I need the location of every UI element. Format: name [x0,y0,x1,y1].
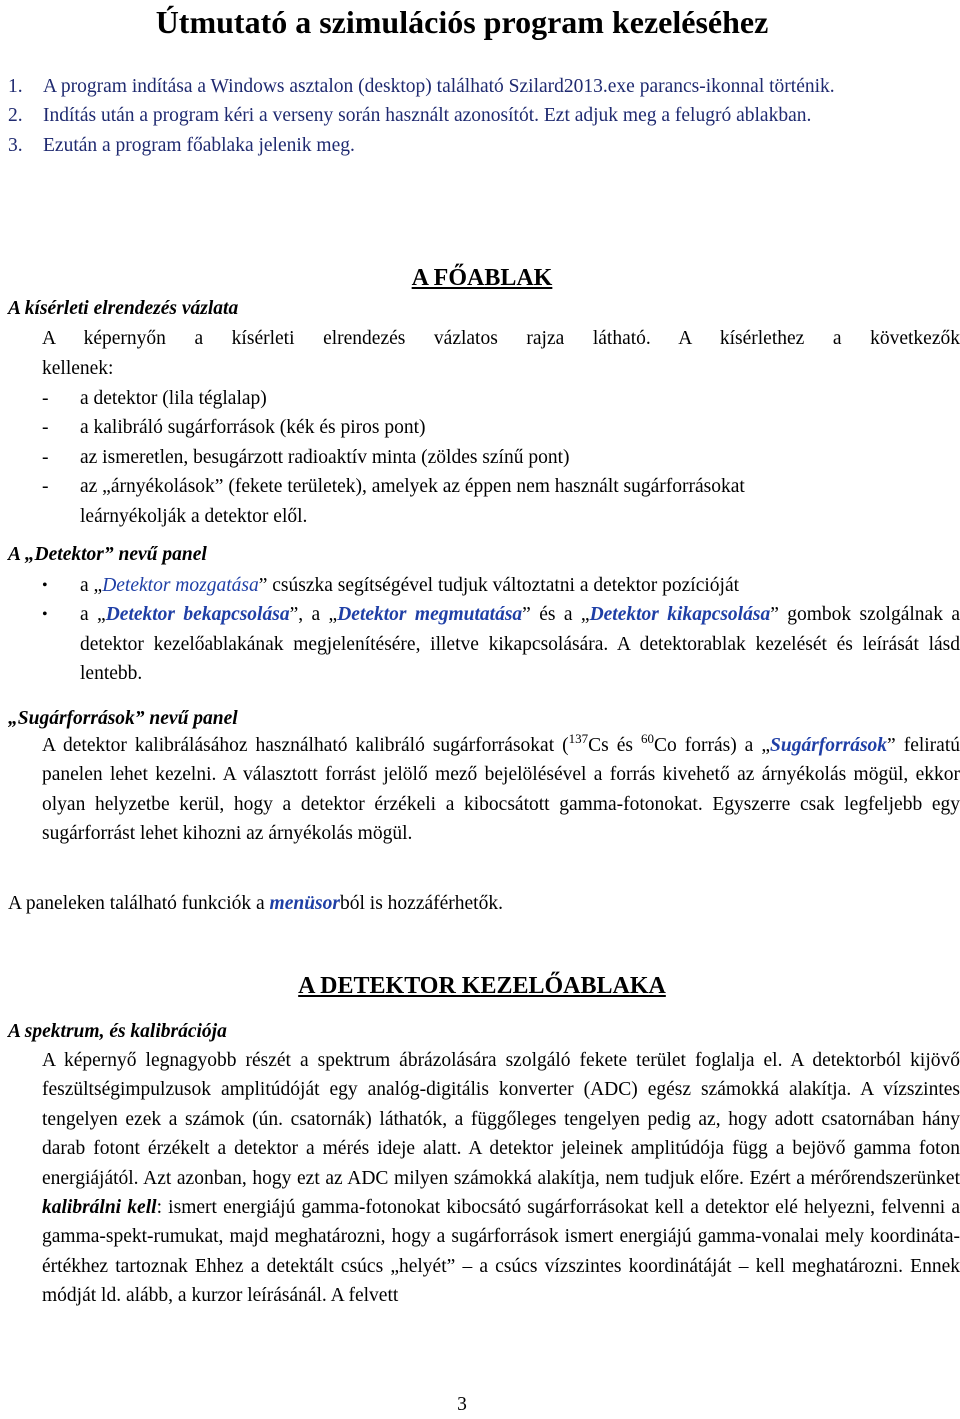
list-item [42,443,922,472]
subheading-elrendezes: A kísérleti elrendezés vázlata [8,298,239,319]
step-text: Indítás után a program kéri a verseny során használt azonosítót. Ezt adjuk meg a felugró ablakban. [43,105,812,127]
text: Cs és [588,735,641,756]
superscript: 137 [568,731,589,746]
subheading-spektrum: A spektrum, és kalibrációja [8,1021,227,1042]
list-item [42,413,922,442]
dash-marker: - [42,388,49,409]
text: Co forrás) a „ [653,735,770,756]
list-item [42,571,960,600]
list-item-text: az ismeretlen, besugárzott radioaktív minta (zöldes színű pont) [80,446,570,468]
bullet-marker: • [42,606,48,624]
document-title: Útmutató a szimulációs program kezeléséhez [155,4,769,40]
detektor-mozgatasa-link: Detektor mozgatása [102,575,259,596]
list-item [42,472,850,531]
text: ” és a „ [522,604,590,626]
menu-paragraph [8,889,948,918]
list-item [8,72,948,101]
step-number: 2. [8,105,23,127]
dash-marker: - [42,417,49,439]
text: ” csúszka segítségével tudjuk változtatni a detektor pozícióját [258,575,740,596]
text: A képernyő legnagyobb részét a spektrum ábrázolására szolgáló fekete terület foglalja el. A detektorból kijövő feszültségimpulzusok amplitúdóját egy analóg-digitális konverter (ADC) egész számokká alakítja. A vízszintes tengelyen ezek a számok (ún. csatornák) láthatók, a függőleges tengelyen pedig az, hogy adott csatornában hány darab fotont érzékelt a detektor a mérés ideje alatt. A detektor jeleinek amplitúdója függ a bejövő gamma foton energiájától. Azt azonban, hogy ezt az ADC milyen számokká alakítja, nem tudjuk előre. Ezért a mérőrendszerünket [42,1050,960,1189]
detektor-kikapcsolasa-link: Detektor kikapcsolása [589,604,771,626]
superscript: 60 [640,731,654,746]
spektrum-paragraph [42,1046,960,1311]
list-item [8,101,948,130]
dash-marker: - [42,446,49,468]
step-text: A program indítása a Windows asztalon (desktop) található Szilard2013.exe parancs-ikonnal történik. [43,76,835,97]
text: ” gombok szolgálnak a detektor kezelőablakának megjelenítésére, illetve kikapcsolására. A detektorablak kezelését és leírását lásd lentebb. [80,604,960,685]
step-number: 3. [8,134,23,156]
sugarforrasok-paragraph [42,731,960,849]
page-number: 3 [457,1394,467,1415]
detektor-megmutatasa-link: Detektor megmutatása [337,604,523,626]
foablak-intro-line [42,324,960,353]
foablak-intro-text-2: kellenek: [42,358,114,379]
dash-marker: - [42,476,49,498]
steps-list [8,72,948,160]
text: a „ [80,575,103,596]
subheading-detektor-panel: A „Detektor” nevű panel [8,544,207,565]
text: : ismert energiájú gamma-fotonokat kibocsátó sugárforrásokat kell a detektor elé helyezni, felvenni a gamma-spekt-rumukat, majd meghatározni, hogy a sugárforrások ismert energiájú gamma-vonalai mely koordináta-értékhez tartoznak Ehhez a detektált csúcs „helyét” – a csúcs vízszintes koordinátáját – kell meghatározni. Ennek módját ld. alább, a kurzor leírásánál. A felvett [42,1197,960,1307]
sugarforrasok-link: Sugárforrások [770,735,888,756]
text: A paneleken található funkciók a [8,893,270,914]
foablak-intro-text: A képernyőn a kísérleti elrendezés vázlatos rajza látható. A kísérlethez a következők [42,328,960,349]
section-heading-detektor-ablak: A DETEKTOR KEZELŐABLAKA [298,973,666,999]
list-item-text: a kalibráló sugárforrások (kék és piros pont) [80,417,426,439]
text: ” feliratú panelen lehet kezelni. A választott forrást jelölő mező bejelölésével a forrás kivehető az árnyékolás mögül, ekkor olyan helyzetbe kerül, hogy a detektor érzékeli a kibocsátott gamma-fotonokat. Egyszerre csak legfeljebb egy sugárforrást lehet kihozni az árnyékolás mögül. [42,735,960,845]
text: ból is hozzáférhetők. [339,893,503,914]
step-text: Ezután a program főablaka jelenik meg. [43,134,355,156]
list-item [8,131,948,160]
detektor-panel-list [42,571,960,689]
bullet-marker: • [42,577,48,594]
list-item-text: az „árnyékolások” (fekete területek), amelyek az éppen nem használt sugárforrásokat leárnyékolják a detektor elől. [80,476,745,527]
step-number: 1. [8,76,23,97]
list-item [42,384,922,413]
foablak-intro-line-2 [42,354,960,383]
section-heading-foablak: A FŐABLAK [411,265,553,291]
list-item [42,600,960,688]
kalibralni-kell-emphasis: kalibrálni kell [42,1197,157,1219]
text: A detektor kalibrálásához használható kalibráló sugárforrásokat ( [42,735,569,756]
detektor-bekapcsolasa-link: Detektor bekapcsolása [105,604,290,626]
subheading-sugarforrasok-panel: „Sugárforrások” nevű panel [8,708,238,729]
text: ”, a „ [289,604,338,626]
text: a „ [80,604,106,626]
list-item-text: a detektor (lila téglalap) [80,388,267,409]
menusor-link: menüsor [269,893,340,914]
requirements-list [42,384,922,531]
